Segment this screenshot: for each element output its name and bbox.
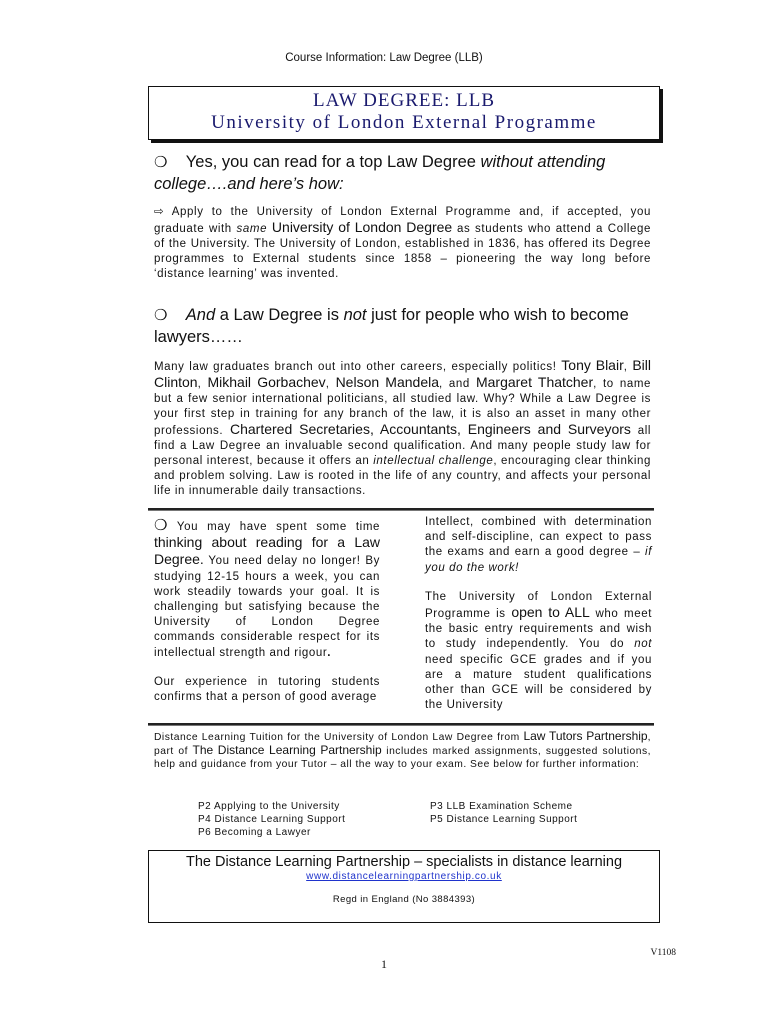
text: includes marked assignments, suggested solutions, help and guidance from your Tutor – all the way to your exam. See below for further information: — [154, 746, 651, 771]
text: , to name but a few senior international politicians, all studied law. Why? While a Law Degree is your first step in training for any branch of the law, it is also an asset in many other professions. — [154, 378, 652, 437]
right-column-para2 — [425, 590, 652, 714]
open-to-all-emphasis: open to ALL — [511, 604, 590, 621]
text: . — [327, 646, 332, 659]
section1-lead-text: Yes, you can read for a top Law Degree — [185, 153, 481, 171]
section1-text: Apply to the University of London External Programme and, if accepted, you graduate with — [154, 206, 651, 235]
text: all find a Law Degree an invaluable second qualification. And many people study law for personal interest, because it offers an — [154, 425, 652, 467]
left-column-para1 — [154, 518, 380, 661]
degree-emphasis: University of London Degree — [267, 219, 453, 235]
footer-box — [148, 850, 660, 923]
text: , encouraging clear thinking and problem solving. Law is rooted in the life of any country, and affects your personal life in innumerable daily transactions. — [154, 455, 652, 497]
text: need specific GCE grades and if you are a mature student qualifications other than GCE will be considered by the University — [425, 653, 652, 712]
name-margaret-thatcher: Margaret Thatcher — [475, 374, 594, 390]
text: , — [325, 378, 336, 390]
title-line-1: LAW DEGREE: LLB — [313, 90, 495, 111]
website-link[interactable]: www.distancelearningpartnership.co.uk — [306, 871, 502, 882]
if-you-do-the-work-italic: if you do the work! — [425, 546, 652, 574]
title-line-2: University of London External Programme — [211, 112, 597, 133]
text: Distance Learning Tuition for the University of London Law Degree from — [154, 732, 524, 743]
version-code: V1108 — [650, 948, 676, 958]
same-italic: same — [236, 223, 268, 235]
footer-tagline: The Distance Learning Partnership – specialists in distance learning — [185, 854, 623, 870]
toc-item: P6 Becoming a Lawyer — [198, 827, 311, 838]
text: , — [623, 361, 633, 373]
title-box — [148, 86, 660, 140]
text: The University of London External Programme is — [425, 590, 652, 621]
section2-lead-text: a Law Degree is — [215, 306, 344, 324]
text: Many law graduates branch out into other careers, especially politics! — [154, 361, 562, 373]
text: , part of — [154, 732, 651, 758]
intellectual-challenge-italic: intellectual challenge — [373, 455, 494, 467]
text: , and — [439, 378, 476, 390]
section1-text-rest: as students who attend a College of the University. The University of London, established in 1836, has offered its Degree programmes to External students since 1858 – pioneering the way long before ‘distance learning’ was invented. — [154, 223, 651, 280]
section1-lead — [154, 151, 654, 195]
text: You may have spent some time — [168, 521, 380, 533]
circle-bullet-icon: ❍ — [154, 306, 168, 324]
toc-item: P5 Distance Learning Support — [430, 814, 578, 825]
circle-bullet-icon: ❍ — [154, 516, 169, 534]
circle-bullet-icon: ❍ — [154, 153, 168, 171]
name-tony-blair: Tony Blair — [561, 357, 624, 373]
toc-item: P2 Applying to the University — [198, 801, 340, 812]
distance-learning-partnership: The Distance Learning Partnership — [192, 743, 382, 758]
right-column-para1 — [425, 515, 652, 576]
arrow-icon: ⇨ — [154, 206, 165, 218]
running-header: Course Information: Law Degree (LLB) — [285, 52, 483, 64]
text: Intellect, combined with determination and self-discipline, can expect to pass the exams and earn a good degree – — [425, 516, 652, 559]
name-nelson-mandela: Nelson Mandela — [335, 374, 440, 390]
left-column — [154, 518, 380, 705]
text: who meet the basic entry requirements and wish to study independently. You do — [425, 608, 652, 651]
section1-paragraph — [154, 205, 651, 282]
section1-lead-italic: without attending college….and here’s how: — [154, 153, 606, 193]
law-tutors-partnership: Law Tutors Partnership — [523, 729, 648, 743]
professions-emphasis: Chartered Secretaries, Accountants, Engineers and Surveyors — [230, 421, 631, 437]
section2-paragraph — [154, 358, 651, 499]
right-column — [425, 515, 652, 713]
text: You need delay no longer! By studying 12-15 hours a week, you can work steadily towards your goal. It is challenging but satisfying because the University of London Degree commands considerable respect for its intellectual strength and rigour — [154, 555, 380, 659]
not-italic: not — [634, 638, 652, 651]
name-bill-clinton: Bill Clinton — [154, 357, 652, 390]
divider-top — [148, 508, 654, 510]
registration-number: Regd in England (No 3884393) — [332, 894, 476, 905]
tuition-paragraph — [154, 730, 651, 772]
toc-item: P3 LLB Examination Scheme — [430, 801, 573, 812]
page-number: 1 — [381, 957, 387, 971]
section2-lead — [154, 304, 654, 348]
text: , — [197, 378, 208, 390]
thinking-emphasis: thinking about reading for a Law Degree. — [154, 534, 380, 568]
left-column-para2: Our experience in tutoring students confirms that a person of good average — [154, 675, 380, 704]
name-mikhail-gorbachev: Mikhail Gorbachev — [207, 374, 326, 390]
not-italic: not — [343, 306, 367, 324]
toc-item: P4 Distance Learning Support — [198, 814, 346, 825]
divider-bottom — [148, 723, 654, 725]
and-italic: And — [185, 306, 216, 324]
section2-lead-text-rest: just for people who wish to become lawyers…… — [154, 306, 629, 346]
